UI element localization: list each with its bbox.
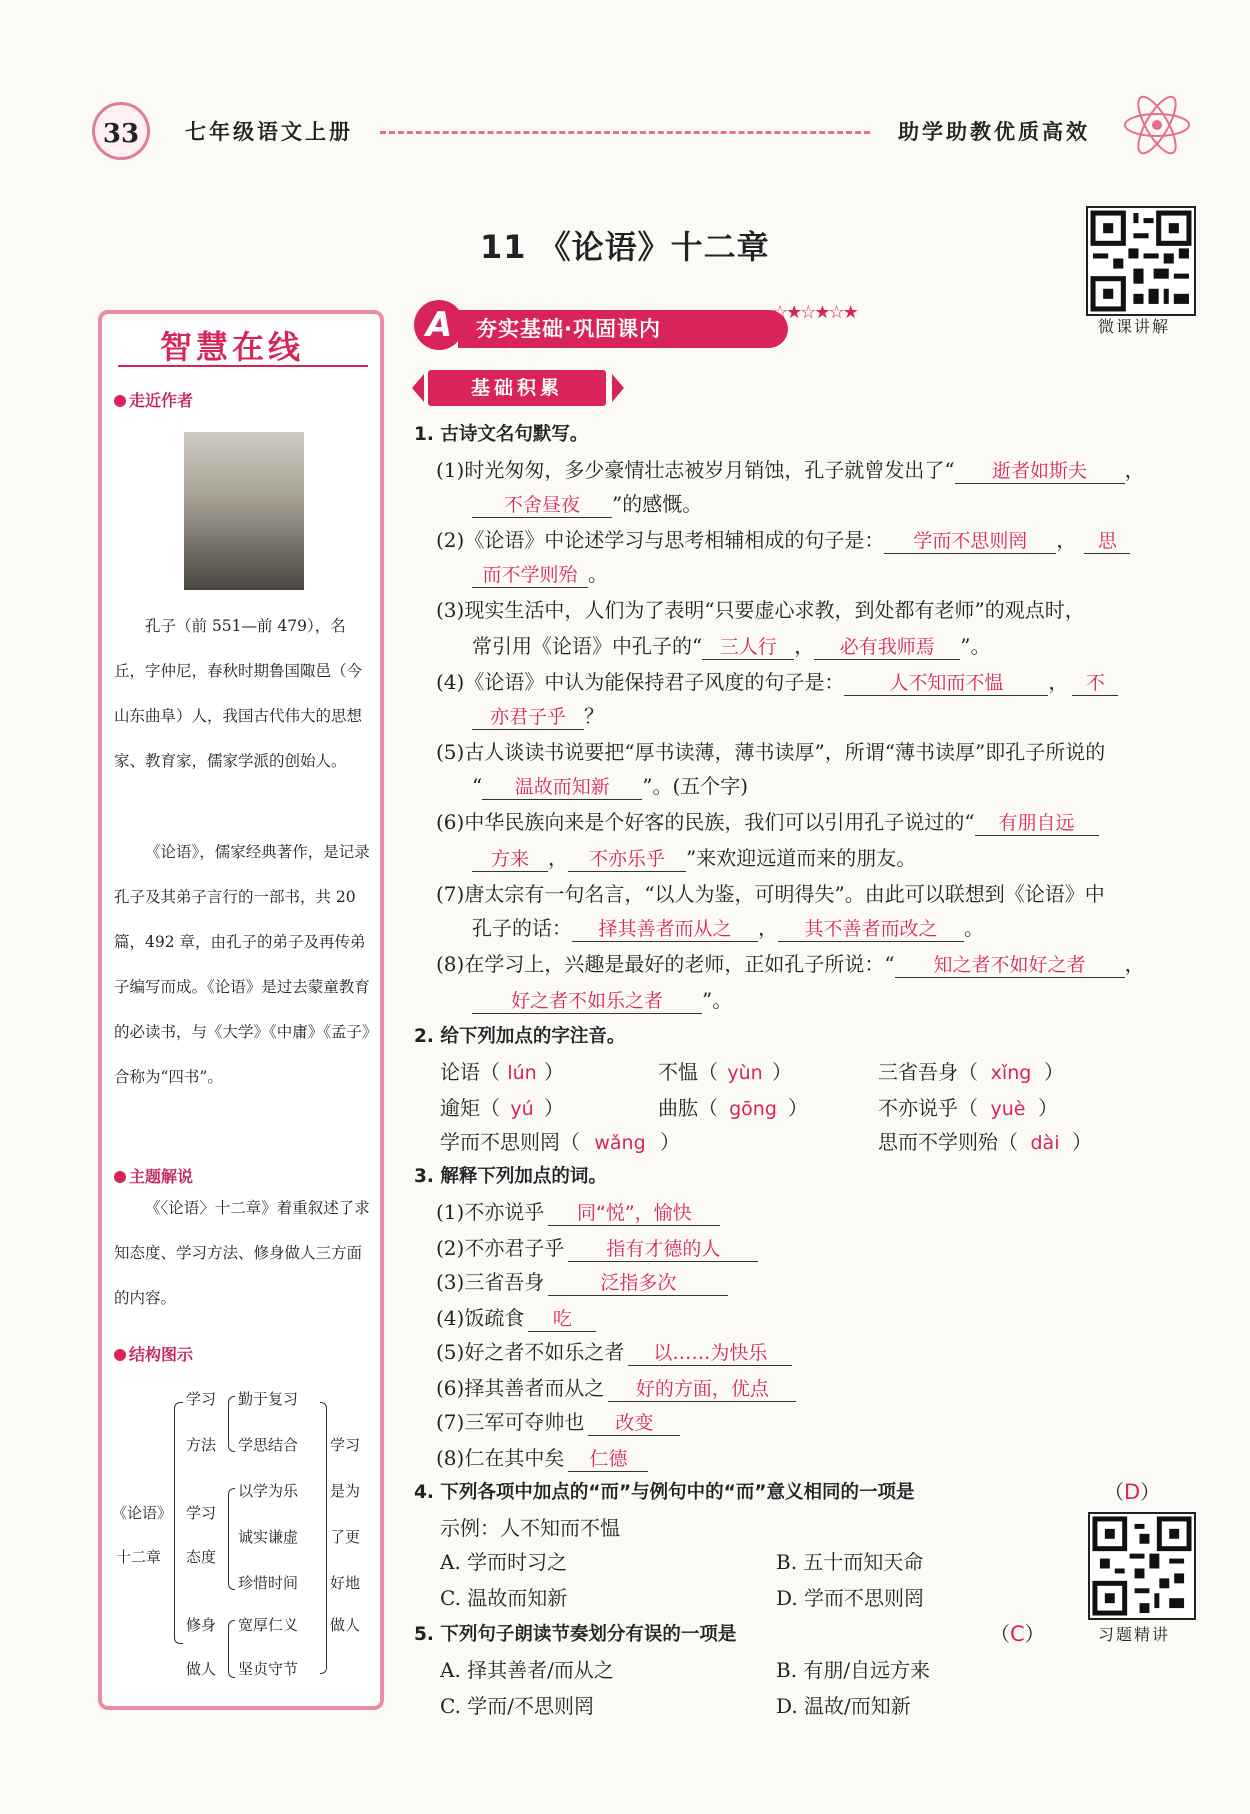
pinyin-answer[interactable]: wǎng: [594, 1132, 646, 1154]
struct-summary: 学习: [330, 1436, 361, 1454]
theme-text: 《〈论语〉十二章》着重叙述了求知态度、学习方法、修身做人三方面的内容。: [114, 1199, 370, 1307]
struct-leaf: 诚实谦虚: [238, 1528, 299, 1546]
option-b[interactable]: B. 有朋/自远方来: [776, 1658, 931, 1682]
definition-word: (7)三军可夺帅也: [436, 1410, 585, 1434]
definition-word: (3)三省吾身: [436, 1270, 545, 1294]
question-4-title: 4. 下列各项中加点的“而”与例句中的“而”意义相同的一项是: [414, 1482, 915, 1503]
answer-blank[interactable]: 择其善者而从之: [572, 917, 758, 942]
answer-blank[interactable]: 不舍昼夜: [472, 493, 612, 518]
structure-diagram: [108, 1382, 376, 1682]
definition-answer[interactable]: 同“悦”，愉快: [548, 1201, 720, 1226]
struct-summary: 是为: [330, 1482, 361, 1500]
answer-blank[interactable]: 人不知而不愠: [844, 671, 1048, 696]
pinyin-item: [658, 1092, 808, 1121]
pinyin-word: 思而不学则殆（: [878, 1130, 1018, 1154]
answer-blank[interactable]: 逝者如斯夫: [955, 459, 1125, 484]
option-d[interactable]: D. 学而不思则罔: [776, 1586, 925, 1610]
pinyin-word: 学而不思则罔（: [440, 1130, 580, 1154]
definition-answer[interactable]: 改变: [588, 1411, 680, 1436]
definition-answer[interactable]: 指有才德的人: [568, 1237, 758, 1262]
definition-answer[interactable]: 吃: [528, 1307, 596, 1332]
q4-example: 示例：人不知而不愠: [440, 1516, 620, 1540]
definition-word: (1)不亦说乎: [436, 1200, 545, 1224]
author-bio: 孔子（前 551—前 479），名丘，字仲尼，春秋时期鲁国陬邑（今山东曲阜）人，我国古代伟大的思想家、教育家，儒家学派的创始人。: [114, 617, 363, 770]
struct-brace: [228, 1620, 235, 1678]
q1-text: (6)中华民族向来是个好客的民族，我们可以引用孔子说过的“: [436, 810, 975, 834]
pinyin-word: 不亦说乎（: [878, 1096, 978, 1120]
definition-item: [436, 1372, 796, 1402]
sidebar-title-underline: [118, 365, 368, 367]
question-3-title: 3. 解释下列加点的词。: [414, 1166, 607, 1187]
q1-text: ，: [1056, 528, 1077, 552]
q1-text: ，: [758, 916, 778, 940]
q1-line: [472, 912, 984, 942]
paren: ）: [1140, 1480, 1161, 1504]
option-b[interactable]: B. 五十而知天命: [776, 1550, 924, 1574]
answer-blank[interactable]: 三人行: [702, 635, 794, 660]
pinyin-item: [440, 1056, 564, 1085]
struct-summary: 好地: [330, 1574, 361, 1592]
q1-text: “: [472, 774, 483, 798]
definition-word: (5)好之者不如乐之者: [436, 1340, 625, 1364]
question-2-title: 2. 给下列加点的字注音。: [414, 1026, 626, 1047]
struct-leaf: 学思结合: [238, 1436, 299, 1454]
pinyin-item: [658, 1056, 792, 1085]
pinyin-answer[interactable]: yùn: [727, 1062, 763, 1084]
definition-word: (6)择其善者而从之: [436, 1376, 605, 1400]
struct-leaf: 珍惜时间: [238, 1574, 299, 1592]
q1-line: [472, 700, 604, 730]
book-title: 七年级语文上册: [185, 119, 353, 144]
pinyin-item: [878, 1056, 1064, 1085]
option-d[interactable]: D. 温故/而知新: [776, 1694, 911, 1718]
q5-answer[interactable]: C: [1010, 1622, 1025, 1646]
q1-text: ，: [794, 634, 815, 658]
pinyin-item: [440, 1126, 680, 1155]
struct-branch: 方法: [186, 1436, 217, 1454]
struct-summary: 做人: [330, 1616, 361, 1634]
q1-line: [436, 524, 1130, 554]
q1-text: 常引用《论语》中孔子的“: [472, 634, 703, 658]
pinyin-answer[interactable]: dài: [1030, 1132, 1060, 1154]
struct-leaf: 宽厚仁义: [238, 1616, 299, 1634]
pinyin-paren: ）: [1038, 1096, 1058, 1120]
flower-icon: [1122, 90, 1192, 160]
book-intro: 《论语》，儒家经典著作，是记录孔子及其弟子言行的一部书，共 20 篇，492 章，由孔子的弟子及再传弟子编写而成。《论语》是过去蒙童教育的必读书，与《大学》《中庸》《孟子》合称为“四书”。: [114, 843, 370, 1086]
q1-line: [436, 666, 1118, 696]
pinyin-paren: ）: [660, 1130, 680, 1154]
answer-blank[interactable]: 不: [1072, 671, 1118, 696]
definition-item: [436, 1302, 596, 1332]
struct-leaf: 勤于复习: [238, 1390, 299, 1408]
sidebar-section-structure: 结构图示: [114, 1342, 193, 1365]
pinyin-word: 三省吾身（: [878, 1060, 978, 1084]
pinyin-item: [878, 1092, 1058, 1121]
definition-word: (4)饭疏食: [436, 1306, 525, 1330]
q1-text: (2)《论语》中论述学习与思考相辅相成的句子是：: [436, 528, 885, 552]
answer-blank[interactable]: 思: [1084, 529, 1130, 554]
q1-line: [472, 770, 748, 800]
tag-arrow-right: [612, 374, 624, 402]
sidebar-section-author: 走近作者: [114, 388, 193, 411]
definition-item: [436, 1336, 792, 1366]
q1-line: (5)古人谈读书说要把“厚书读薄，薄书读厚”，所谓“薄书读厚”即孔子所说的: [436, 740, 1106, 764]
definition-answer[interactable]: 泛指多次: [548, 1271, 728, 1296]
paren: ）: [1024, 1622, 1045, 1646]
definition-answer[interactable]: 好的方面，优点: [608, 1377, 796, 1402]
q1-text: ，: [548, 846, 568, 870]
q4-answer-box: [1104, 1476, 1160, 1505]
qr-caption-top: 微课讲解: [1098, 317, 1171, 336]
q1-text: ？: [584, 704, 604, 728]
tag-arrow-left: [412, 374, 424, 402]
paren: （: [990, 1622, 1010, 1646]
question-5-title: 5. 下列句子朗读节奏划分有误的一项是: [414, 1624, 737, 1645]
pinyin-answer[interactable]: gōng: [729, 1098, 777, 1120]
section-a-banner: 夯实基础·巩固课内: [458, 310, 788, 348]
struct-brace: [174, 1402, 183, 1644]
option-a[interactable]: A. 择其善者/而从之: [440, 1658, 614, 1682]
struct-branch: 修身: [186, 1616, 217, 1634]
section-a-badge: A: [414, 300, 464, 350]
struct-root: 《论语》: [112, 1504, 173, 1522]
q1-line: [436, 948, 1145, 978]
struct-branch: 态度: [186, 1548, 217, 1566]
q1-text: 孔子的话：: [472, 916, 572, 940]
pinyin-paren: ）: [788, 1096, 808, 1120]
option-a[interactable]: A. 学而时习之: [440, 1550, 568, 1574]
qr-code-icon[interactable]: [1086, 206, 1196, 316]
definition-item: [436, 1442, 648, 1472]
q5-answer-box: [990, 1618, 1045, 1647]
q1-text: ”的感慨。: [612, 492, 703, 516]
pinyin-paren: ）: [1044, 1060, 1064, 1084]
option-c[interactable]: C. 温故而知新: [440, 1586, 568, 1610]
header-divider: [380, 131, 870, 134]
q1-text: ”来欢迎远道而来的朋友。: [686, 846, 917, 870]
q1-text: ”。: [960, 634, 991, 658]
struct-leaf: 坚贞守节: [238, 1660, 299, 1678]
pinyin-answer[interactable]: yú: [510, 1098, 534, 1120]
q1-text: ，: [1124, 952, 1145, 976]
answer-blank[interactable]: 学而不思则罔: [884, 529, 1056, 554]
q1-text: (4)《论语》中认为能保持君子风度的句子是：: [436, 670, 845, 694]
question-1-title: 1. 古诗文名句默写。: [414, 424, 589, 445]
q1-text: ，: [1124, 458, 1145, 482]
sidebar-title: 智慧在线: [160, 328, 305, 366]
confucius-portrait: [184, 432, 304, 590]
answer-blank[interactable]: 方来: [472, 847, 548, 872]
struct-branch: 做人: [186, 1660, 217, 1678]
sidebar-section-theme: 主题解说: [114, 1164, 193, 1187]
answer-blank[interactable]: 有朋自远: [975, 811, 1099, 836]
q1-text: (1)时光匆匆，多少豪情壮志被岁月销蚀，孔子就曾发出了“: [436, 458, 955, 482]
pinyin-word: 论语（: [440, 1060, 500, 1084]
definition-word: (2)不亦君子乎: [436, 1236, 565, 1260]
answer-blank[interactable]: 亦君子乎: [472, 705, 584, 730]
option-c[interactable]: C. 学而/不思则罔: [440, 1694, 595, 1718]
struct-root: 十二章: [116, 1548, 162, 1566]
pinyin-word: 不愠（: [658, 1060, 718, 1084]
definition-word: (8)仁在其中矣: [436, 1446, 565, 1470]
struct-branch: 学习: [186, 1390, 217, 1408]
struct-branch: 学习: [186, 1504, 217, 1522]
q1-text: ”。: [702, 988, 733, 1012]
q1-line: [436, 454, 1145, 484]
answer-blank[interactable]: 不亦乐乎: [568, 847, 686, 872]
page-number: 33: [92, 102, 150, 160]
q1-text: 。: [588, 562, 608, 586]
stars-icon: ☆★☆★☆★: [772, 302, 857, 323]
definition-answer[interactable]: 仁德: [568, 1447, 648, 1472]
answer-blank[interactable]: 知之者不如好之者: [895, 953, 1125, 978]
answer-blank[interactable]: 必有我师焉: [814, 635, 960, 660]
q1-line: [472, 558, 608, 588]
q1-text: 。: [964, 916, 984, 940]
pinyin-item: [878, 1126, 1092, 1155]
pinyin-paren: ）: [772, 1060, 792, 1084]
pinyin-item: [440, 1092, 564, 1121]
q1-line: [472, 488, 702, 518]
struct-brace: [320, 1402, 327, 1674]
answer-blank[interactable]: 好之者不如乐之者: [472, 989, 702, 1014]
definition-item: [436, 1266, 728, 1296]
answer-blank[interactable]: 其不善者而改之: [778, 917, 964, 942]
qr-code-icon[interactable]: [1088, 1512, 1196, 1620]
q1-text: ，: [1048, 670, 1069, 694]
q1-line: (7)唐太宗有一句名言，“以人为鉴，可明得失”。由此可以联想到《论语》中: [436, 882, 1105, 906]
q1-line: [472, 630, 990, 660]
q1-line: [472, 842, 916, 872]
pinyin-answer[interactable]: yuè: [990, 1098, 1026, 1120]
pinyin-word: 逾矩（: [440, 1096, 500, 1120]
definition-item: [436, 1232, 758, 1262]
section-tag: 基础积累: [428, 370, 606, 406]
answer-blank[interactable]: 温故而知新: [482, 775, 642, 800]
qr-caption-bottom: 习题精讲: [1098, 1625, 1171, 1644]
pinyin-paren: ）: [544, 1096, 564, 1120]
q1-text: ”。(五个字): [642, 774, 749, 798]
pinyin-answer[interactable]: lún: [507, 1062, 537, 1084]
header-slogan: 助学助教优质高效: [898, 119, 1090, 144]
pinyin-paren: ）: [1072, 1130, 1092, 1154]
definition-item: [436, 1196, 720, 1226]
q1-line: [436, 806, 1099, 836]
definition-answer[interactable]: 以……为快乐: [628, 1341, 792, 1366]
paren: （: [1104, 1480, 1124, 1504]
pinyin-paren: ）: [544, 1060, 564, 1084]
struct-brace: [228, 1396, 235, 1452]
struct-brace: [228, 1488, 235, 1590]
lesson-title: 11 《论语》十二章: [480, 228, 770, 266]
q4-answer[interactable]: D: [1124, 1480, 1141, 1504]
q1-line: [472, 984, 732, 1014]
q1-line: (3)现实生活中，人们为了表明“只要虚心求教，到处都有老师”的观点时，: [436, 598, 1085, 622]
pinyin-answer[interactable]: xǐng: [990, 1062, 1032, 1084]
struct-leaf: 以学为乐: [238, 1482, 299, 1500]
pinyin-word: 曲肱（: [658, 1096, 718, 1120]
struct-summary: 了更: [330, 1528, 361, 1546]
answer-blank[interactable]: 而不学则殆: [472, 563, 588, 588]
definition-item: [436, 1406, 680, 1436]
q1-text: (8)在学习上，兴趣是最好的老师，正如孔子所说：“: [436, 952, 895, 976]
